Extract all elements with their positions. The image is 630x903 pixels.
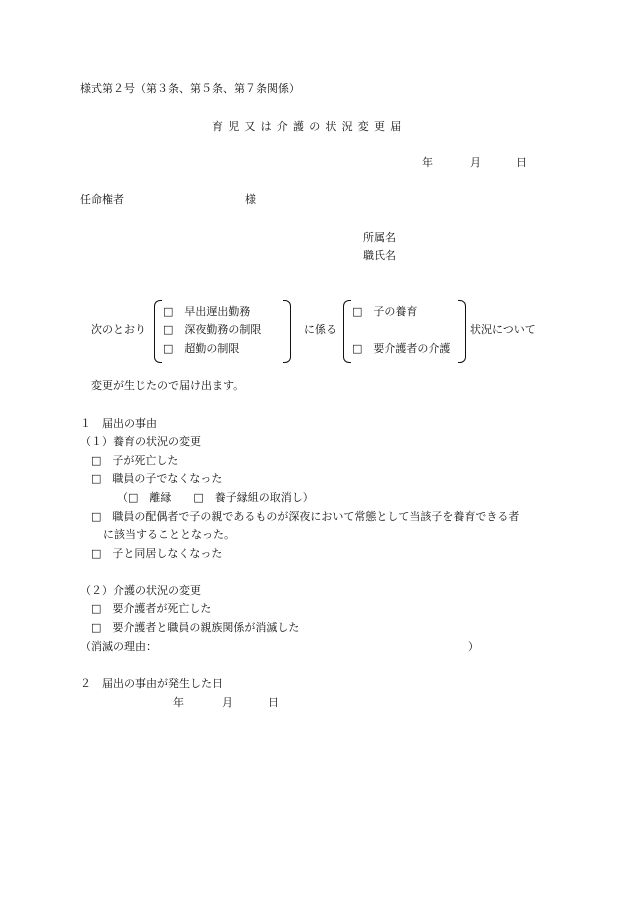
option-overtime-limit: □ 超勤の制限	[163, 342, 240, 355]
left-brace-a	[154, 300, 162, 363]
item-adoption-detail: （□ 離縁 □ 養子縁組の取消し）	[117, 491, 314, 504]
item-care-recipient-died: □ 要介護者が死亡した	[91, 602, 212, 615]
statement-suffix: 状況について	[470, 323, 536, 336]
item-spouse-can-care: □ 職員の配偶者で子の親であるものが深夜において常態として当該子を養育できる者	[91, 510, 520, 523]
date-month-label: 月	[470, 156, 481, 169]
option-child-care: □ 子の養育	[352, 305, 418, 318]
item-kinship-ended: □ 要介護者と職員の親族関係が消滅した	[91, 621, 300, 634]
left-brace-b	[343, 300, 351, 363]
item-child-died: □ 子が死亡した	[91, 454, 179, 467]
document-title: 育児又は介護の状況変更届	[212, 120, 407, 133]
statement-prefix: 次のとおり	[91, 323, 146, 336]
reason-label: （消滅の理由：	[80, 640, 157, 653]
occurrence-day-label: 日	[268, 696, 279, 709]
addressee-label: 任命権者	[80, 193, 124, 206]
section2-heading: ２ 届出の事由が発生した日	[80, 677, 223, 690]
name-label: 職氏名	[363, 249, 396, 262]
reason-close: ）	[468, 640, 479, 653]
section1-sub1-heading: （１）養育の状況の変更	[80, 435, 201, 448]
occurrence-year-label: 年	[173, 696, 184, 709]
item-no-longer-cohabit: □ 子と同居しなくなった	[91, 547, 223, 560]
form-number: 様式第２号（第３条、第５条、第７条関係）	[80, 82, 300, 95]
item-no-longer-child: □ 職員の子でなくなった	[91, 472, 223, 485]
statement-connector: に係る	[304, 323, 337, 336]
date-day-label: 日	[516, 156, 527, 169]
section1-heading: １ 届出の事由	[80, 417, 157, 430]
date-year-label: 年	[422, 156, 433, 169]
affiliation-label: 所属名	[363, 231, 396, 244]
right-brace-b	[458, 300, 466, 363]
option-night-limit: □ 深夜勤務の制限	[163, 323, 262, 336]
statement-closing: 変更が生じたので届け出ます。	[91, 379, 245, 392]
item-spouse-can-care-cont: に該当することとなった。	[103, 528, 235, 541]
option-family-care: □ 要介護者の介護	[352, 342, 451, 355]
right-brace-a	[283, 300, 291, 363]
option-early-late-shift: □ 早出遅出勤務	[163, 305, 251, 318]
addressee-suffix: 様	[245, 193, 256, 206]
section1-sub2-heading: （２）介護の状況の変更	[80, 584, 201, 597]
occurrence-month-label: 月	[222, 696, 233, 709]
